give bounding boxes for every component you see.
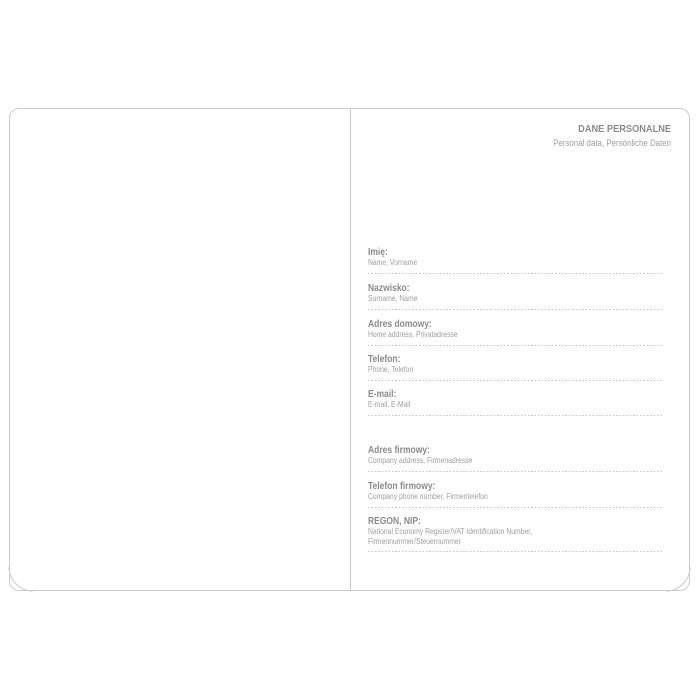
page-subtitle: Personal data, Persönliche Daten <box>552 138 671 148</box>
dotted-writing-line <box>368 380 664 381</box>
dotted-writing-line <box>368 273 664 274</box>
field-sublabel: Company address, Firmenadresse <box>368 456 473 465</box>
field-label: Telefon firmowy: <box>368 481 436 492</box>
field-group-nazwisko <box>368 283 664 310</box>
notebook-spread <box>9 108 690 591</box>
field-group-adres-firmowy <box>368 445 664 472</box>
dotted-writing-line <box>368 471 664 472</box>
page-title: DANE PERSONALNE <box>578 123 671 135</box>
field-group-adres-domowy <box>368 319 664 346</box>
field-sublabel-line2: Firmennummer/Steuernummer <box>368 537 461 546</box>
center-spine-divider <box>350 109 351 590</box>
field-label: E-mail: <box>368 389 397 400</box>
field-sublabel: Name, Vorname <box>368 258 418 267</box>
field-sublabel: National Economy Register/VAT Identification Number, <box>368 527 533 536</box>
field-group-imie <box>368 247 664 274</box>
left-page-blank <box>10 109 350 590</box>
dotted-writing-line <box>368 551 664 552</box>
field-sublabel: Company phone number, Firmentelefon <box>368 492 488 501</box>
field-group-regon-nip <box>368 516 664 552</box>
dotted-writing-line <box>368 507 664 508</box>
field-label: Adres firmowy: <box>368 445 430 456</box>
field-sublabel: Home address, Privatadresse <box>368 330 458 339</box>
field-label: Nazwisko: <box>368 283 410 294</box>
field-group-telefon <box>368 354 664 381</box>
dotted-writing-line <box>368 309 664 310</box>
page-header <box>537 123 671 149</box>
field-sublabel: E-mail, E-Mail <box>368 400 411 409</box>
field-sublabel: Surname, Name <box>368 294 418 303</box>
field-label: Adres domowy: <box>368 319 432 330</box>
field-group-telefon-firmowy <box>368 481 664 508</box>
field-sublabel: Phone, Telefon <box>368 365 414 374</box>
field-label: REGON, NIP: <box>368 516 421 527</box>
dotted-writing-line <box>368 345 664 346</box>
field-label: Imię: <box>368 247 388 258</box>
field-group-email <box>368 389 664 416</box>
field-label: Telefon: <box>368 354 401 365</box>
dotted-writing-line <box>368 415 664 416</box>
